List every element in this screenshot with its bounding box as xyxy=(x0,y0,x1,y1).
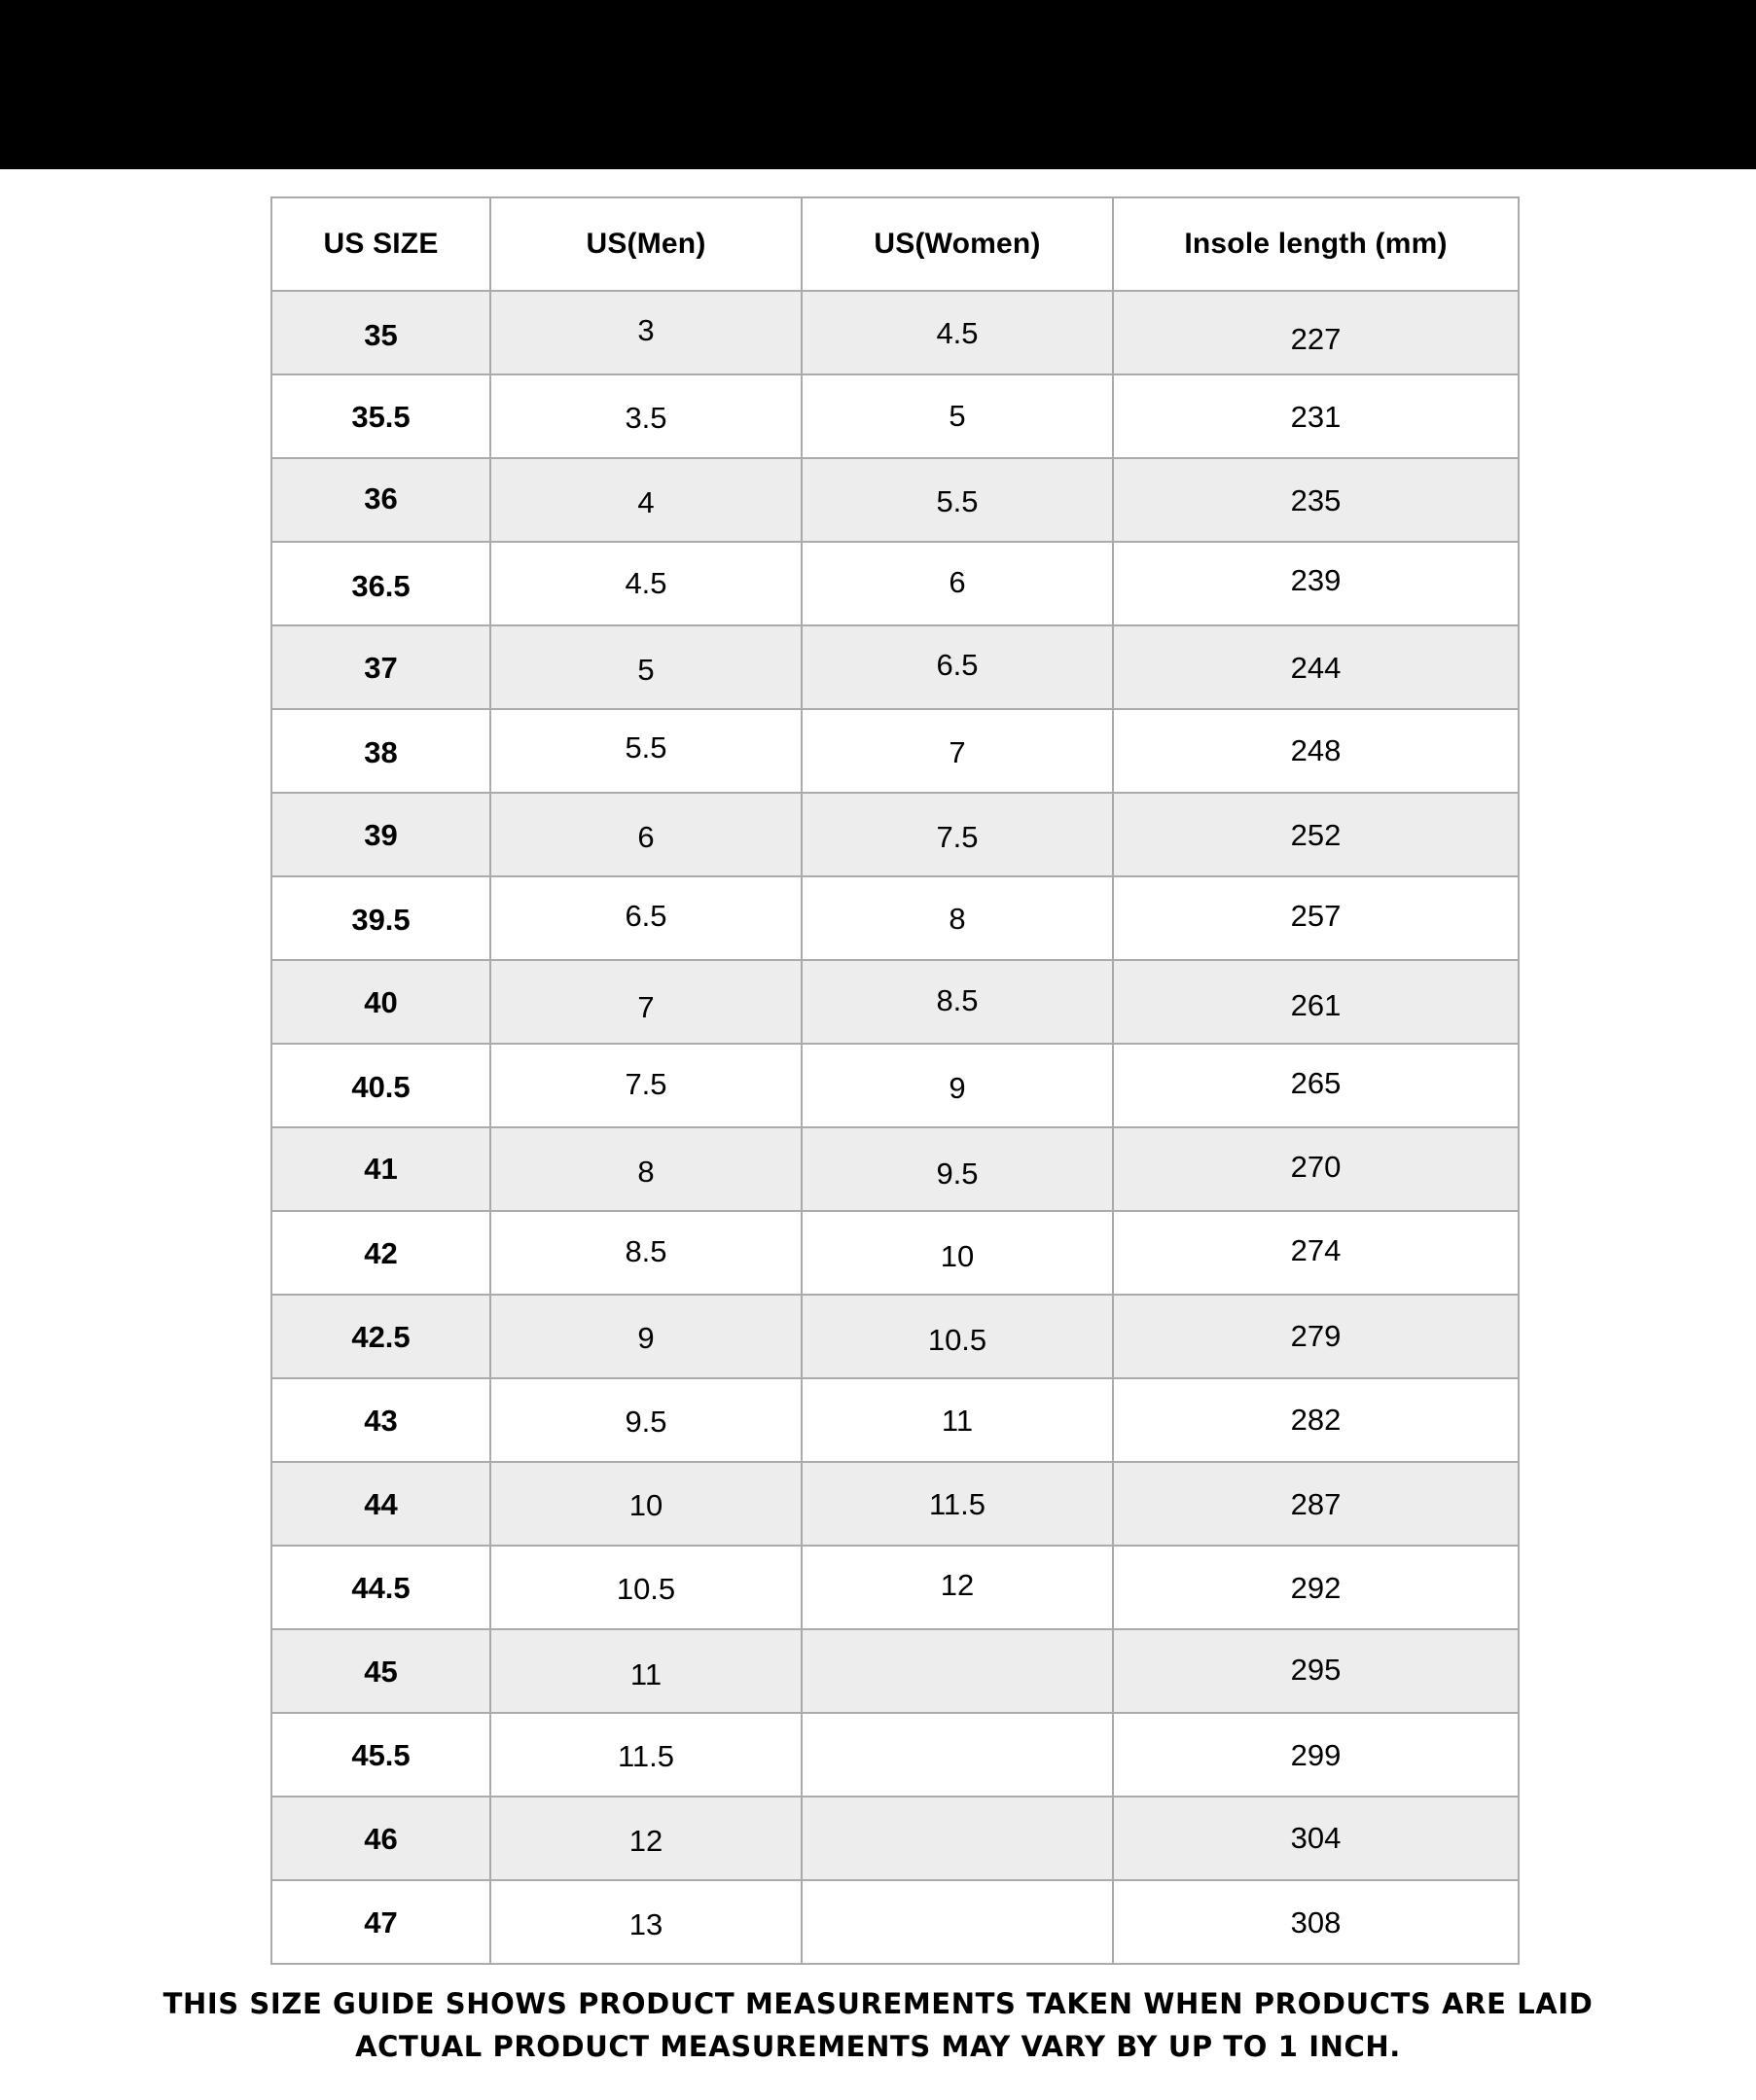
cell-us-size: 39.5 xyxy=(271,876,490,960)
cell-us-size: 44.5 xyxy=(271,1546,490,1629)
cell-us-size: 35 xyxy=(271,291,490,374)
table-row xyxy=(271,1044,1519,1127)
cell-us-men: 11.5 xyxy=(490,1713,802,1797)
table-row xyxy=(271,709,1519,793)
footer-line-2: ACTUAL PRODUCT MEASUREMENTS MAY VARY BY UP TO 1 INCH. xyxy=(355,2030,1401,2063)
cell-insole-length: 244 xyxy=(1113,625,1519,709)
cell-us-women: 12 xyxy=(802,1546,1113,1629)
table-row xyxy=(271,625,1519,709)
cell-us-women: 6 xyxy=(802,542,1113,625)
top-black-banner xyxy=(0,0,1756,169)
cell-insole-length: 235 xyxy=(1113,458,1519,542)
cell-us-women: 10 xyxy=(802,1211,1113,1295)
cell-insole-length: 292 xyxy=(1113,1546,1519,1629)
cell-us-women: 8.5 xyxy=(802,960,1113,1044)
cell-insole-length: 270 xyxy=(1113,1127,1519,1211)
cell-us-men: 10 xyxy=(490,1462,802,1546)
column-header-us-size: US SIZE xyxy=(271,197,490,291)
cell-insole-length: 227 xyxy=(1113,291,1519,374)
column-header-insole-length: Insole length (mm) xyxy=(1113,197,1519,291)
cell-us-size: 42.5 xyxy=(271,1295,490,1378)
cell-us-women: 6.5 xyxy=(802,625,1113,709)
cell-us-size: 43 xyxy=(271,1378,490,1462)
cell-insole-length: 261 xyxy=(1113,960,1519,1044)
cell-us-women xyxy=(802,1880,1113,1964)
cell-us-size: 42 xyxy=(271,1211,490,1295)
cell-us-women: 10.5 xyxy=(802,1295,1113,1378)
cell-us-men: 3 xyxy=(490,291,802,374)
cell-insole-length: 308 xyxy=(1113,1880,1519,1964)
cell-insole-length: 304 xyxy=(1113,1797,1519,1880)
table-header-row xyxy=(271,197,1519,291)
cell-insole-length: 287 xyxy=(1113,1462,1519,1546)
footer-note xyxy=(0,1982,1756,2068)
cell-insole-length: 279 xyxy=(1113,1295,1519,1378)
footer-line-1: THIS SIZE GUIDE SHOWS PRODUCT MEASUREMENTS TAKEN WHEN PRODUCTS ARE LAID xyxy=(162,1987,1594,2020)
cell-us-women xyxy=(802,1713,1113,1797)
table-row xyxy=(271,1629,1519,1713)
table-row xyxy=(271,876,1519,960)
cell-us-women: 9.5 xyxy=(802,1127,1113,1211)
cell-us-size: 38 xyxy=(271,709,490,793)
cell-us-women xyxy=(802,1797,1113,1880)
table-row xyxy=(271,1797,1519,1880)
cell-us-men: 6 xyxy=(490,793,802,876)
cell-us-women: 7 xyxy=(802,709,1113,793)
cell-insole-length: 265 xyxy=(1113,1044,1519,1127)
table-row xyxy=(271,1713,1519,1797)
cell-us-men: 7.5 xyxy=(490,1044,802,1127)
cell-us-men: 9.5 xyxy=(490,1378,802,1462)
cell-us-men: 7 xyxy=(490,960,802,1044)
cell-insole-length: 239 xyxy=(1113,542,1519,625)
cell-us-men: 12 xyxy=(490,1797,802,1880)
cell-us-size: 39 xyxy=(271,793,490,876)
cell-us-size: 35.5 xyxy=(271,374,490,458)
cell-us-size: 40.5 xyxy=(271,1044,490,1127)
table-row xyxy=(271,1127,1519,1211)
table-body xyxy=(271,291,1519,1964)
cell-us-women xyxy=(802,1629,1113,1713)
cell-us-men: 4 xyxy=(490,458,802,542)
cell-us-men: 4.5 xyxy=(490,542,802,625)
cell-us-men: 11 xyxy=(490,1629,802,1713)
column-header-us-men: US(Men) xyxy=(490,197,802,291)
cell-insole-length: 248 xyxy=(1113,709,1519,793)
table-row xyxy=(271,1211,1519,1295)
cell-insole-length: 231 xyxy=(1113,374,1519,458)
cell-us-size: 36.5 xyxy=(271,542,490,625)
cell-us-size: 37 xyxy=(271,625,490,709)
cell-insole-length: 252 xyxy=(1113,793,1519,876)
table-row xyxy=(271,793,1519,876)
cell-us-women: 5 xyxy=(802,374,1113,458)
cell-us-men: 3.5 xyxy=(490,374,802,458)
table-row xyxy=(271,1462,1519,1546)
table-row xyxy=(271,1880,1519,1964)
cell-us-men: 10.5 xyxy=(490,1546,802,1629)
table-row xyxy=(271,542,1519,625)
column-header-us-women: US(Women) xyxy=(802,197,1113,291)
cell-us-women: 4.5 xyxy=(802,291,1113,374)
table-row xyxy=(271,291,1519,374)
table-row xyxy=(271,1546,1519,1629)
cell-us-women: 9 xyxy=(802,1044,1113,1127)
cell-us-women: 11.5 xyxy=(802,1462,1113,1546)
table-header xyxy=(271,197,1519,291)
cell-us-men: 13 xyxy=(490,1880,802,1964)
table-row xyxy=(271,960,1519,1044)
cell-us-size: 45 xyxy=(271,1629,490,1713)
table-row xyxy=(271,1295,1519,1378)
cell-us-size: 40 xyxy=(271,960,490,1044)
cell-us-size: 36 xyxy=(271,458,490,542)
table-row xyxy=(271,374,1519,458)
size-chart-container xyxy=(270,196,1518,1965)
cell-insole-length: 274 xyxy=(1113,1211,1519,1295)
cell-us-women: 8 xyxy=(802,876,1113,960)
cell-us-size: 41 xyxy=(271,1127,490,1211)
table-row xyxy=(271,1378,1519,1462)
cell-us-men: 8 xyxy=(490,1127,802,1211)
cell-us-men: 8.5 xyxy=(490,1211,802,1295)
table-row xyxy=(271,458,1519,542)
cell-us-women: 5.5 xyxy=(802,458,1113,542)
cell-us-men: 5.5 xyxy=(490,709,802,793)
cell-insole-length: 282 xyxy=(1113,1378,1519,1462)
cell-us-men: 5 xyxy=(490,625,802,709)
cell-us-men: 9 xyxy=(490,1295,802,1378)
cell-us-size: 47 xyxy=(271,1880,490,1964)
cell-us-size: 46 xyxy=(271,1797,490,1880)
size-chart-table xyxy=(270,196,1520,1965)
cell-insole-length: 257 xyxy=(1113,876,1519,960)
cell-insole-length: 299 xyxy=(1113,1713,1519,1797)
cell-us-women: 11 xyxy=(802,1378,1113,1462)
cell-us-size: 44 xyxy=(271,1462,490,1546)
cell-us-men: 6.5 xyxy=(490,876,802,960)
cell-us-women: 7.5 xyxy=(802,793,1113,876)
cell-us-size: 45.5 xyxy=(271,1713,490,1797)
cell-insole-length: 295 xyxy=(1113,1629,1519,1713)
